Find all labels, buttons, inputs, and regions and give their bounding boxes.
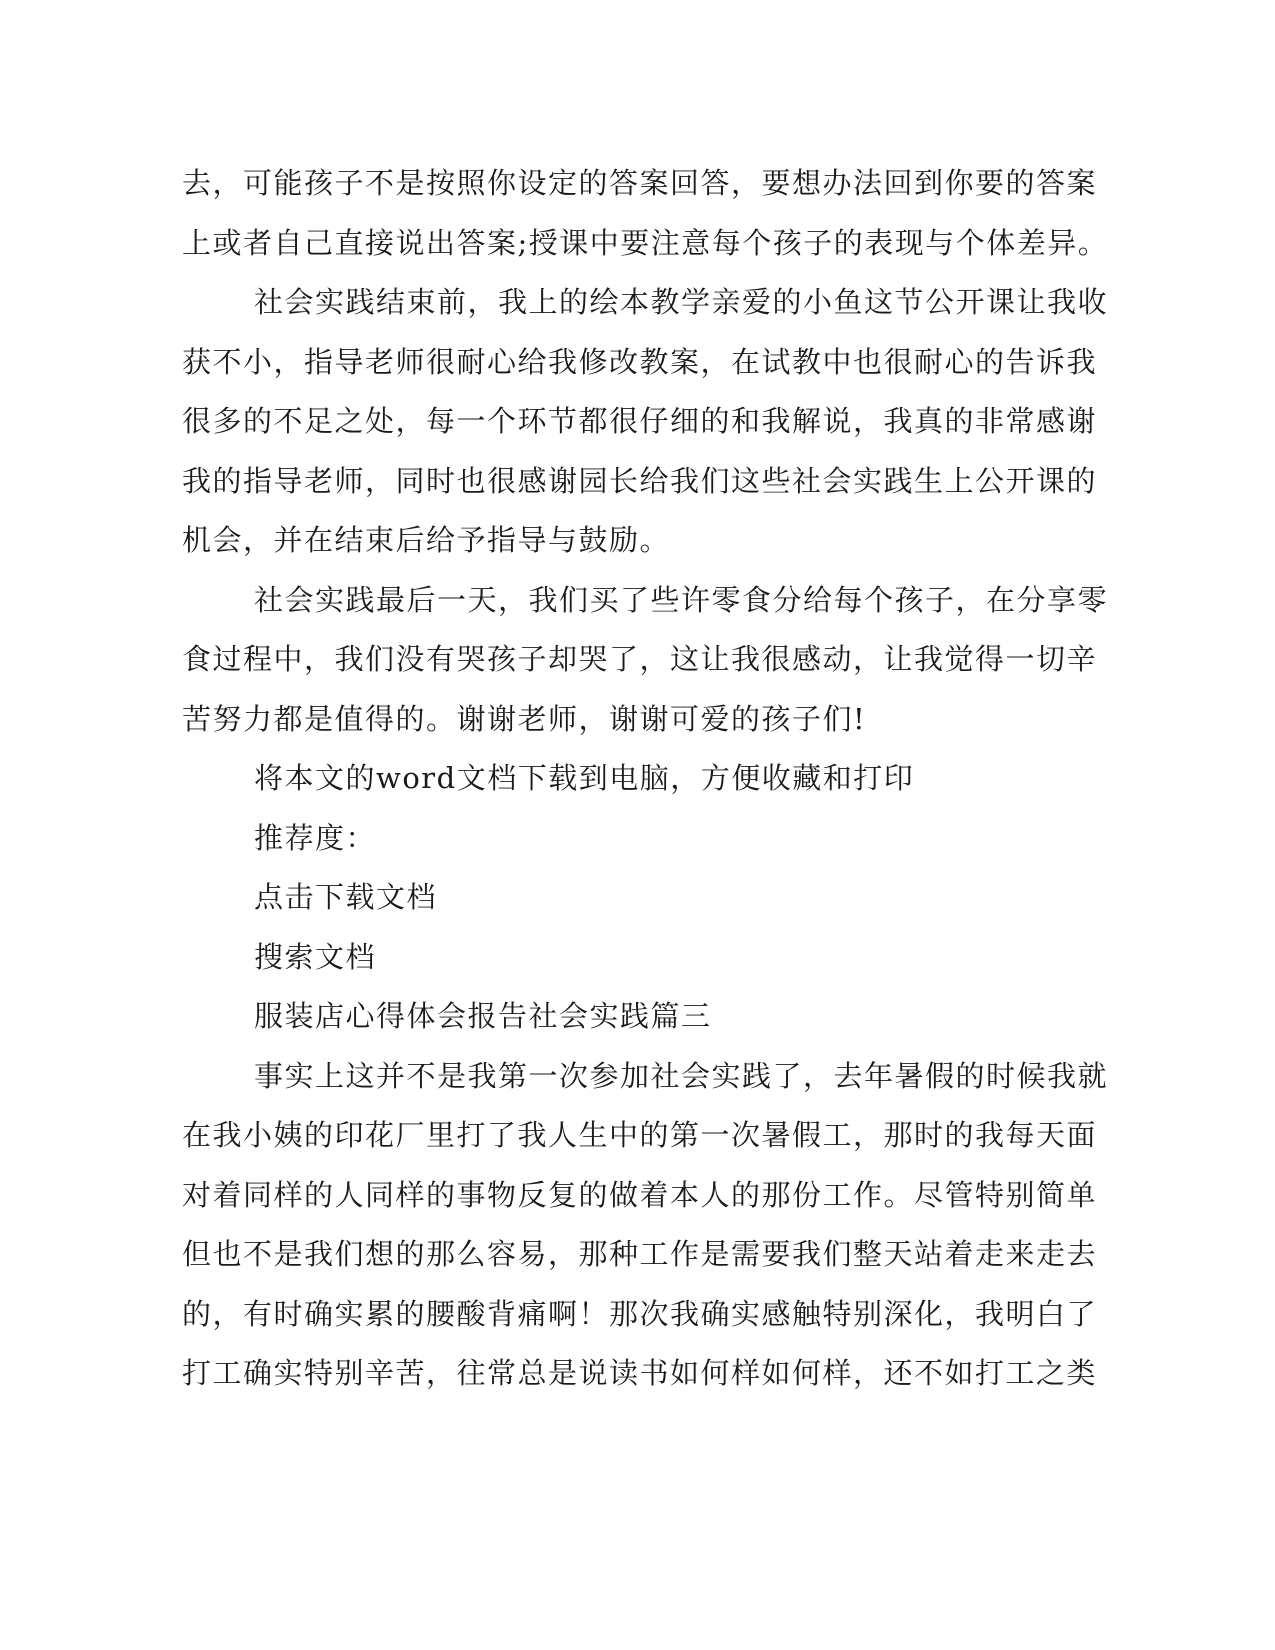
paragraph-summer-job: [182, 1047, 1109, 1404]
text-line[interactable]: 搜索文档: [254, 939, 377, 974]
text-line: 去，可能孩子不是按照你设定的答案回答，要想办法回到你要的答案: [182, 166, 1098, 200]
text-line: 苦努力都是值得的。谢谢老师，谢谢可爱的孩子们!: [182, 701, 867, 736]
text-line: 事实上这并不是我第一次参加社会实践了，去年暑假的时候我就: [254, 1058, 1109, 1093]
text-line: 在我小姨的印花厂里打了我人生中的第一次暑假工，那时的我每天面: [182, 1118, 1098, 1152]
text-line: 食过程中，我们没有哭孩子却哭了，这让我很感动，让我觉得一切辛: [182, 642, 1098, 676]
download-document-link[interactable]: [182, 868, 1032, 928]
text-line: 上或者自己直接说出答案;授课中要注意每个孩子的表现与个体差异。: [182, 225, 1109, 260]
text-line: 很多的不足之处，每一个环节都很仔细的和我解说，我真的非常感谢: [182, 404, 1098, 438]
text-line: 社会实践结束前，我上的绘本教学亲爱的小鱼这节公开课让我收: [254, 285, 1109, 319]
text-line: 机会，并在结束后给予指导与鼓励。: [182, 523, 671, 557]
section-heading: [182, 987, 1032, 1047]
text-line: 服装店心得体会报告社会实践篇三: [254, 999, 712, 1033]
text-line: 社会实践最后一天，我们买了些许零食分给每个孩子，在分享零: [254, 582, 1109, 617]
paragraph-last-day: [182, 571, 1109, 750]
document-body: [182, 154, 1109, 1404]
text-line: 将本文的word文档下载到电脑，方便收藏和打印: [254, 761, 915, 795]
text-line: 但也不是我们想的那么容易，那种工作是需要我们整天站着走来走去: [182, 1237, 1098, 1271]
download-prompt: [182, 749, 1032, 809]
text-line[interactable]: 点击下载文档: [254, 880, 438, 914]
text-line: 推荐度：: [254, 820, 377, 855]
text-line: 获不小，指导老师很耐心给我修改教案，在试教中也很耐心的告诉我: [182, 344, 1098, 379]
text-line: 对着同样的人同样的事物反复的做着本人的那份工作。尽管特别简单: [182, 1177, 1098, 1212]
paragraph-continuation: [182, 154, 1109, 273]
text-line: 打工确实特别辛苦，往常总是说读书如何样如何样，还不如打工之类: [182, 1356, 1098, 1390]
search-document-link[interactable]: [182, 928, 1032, 988]
paragraph-open-class: [182, 273, 1109, 571]
text-line: 我的指导老师，同时也很感谢园长给我们这些社会实践生上公开课的: [182, 463, 1098, 498]
recommendation-label: [182, 809, 1032, 869]
text-line: 的，有时确实累的腰酸背痛啊！那次我确实感触特别深化，我明白了: [182, 1296, 1098, 1331]
